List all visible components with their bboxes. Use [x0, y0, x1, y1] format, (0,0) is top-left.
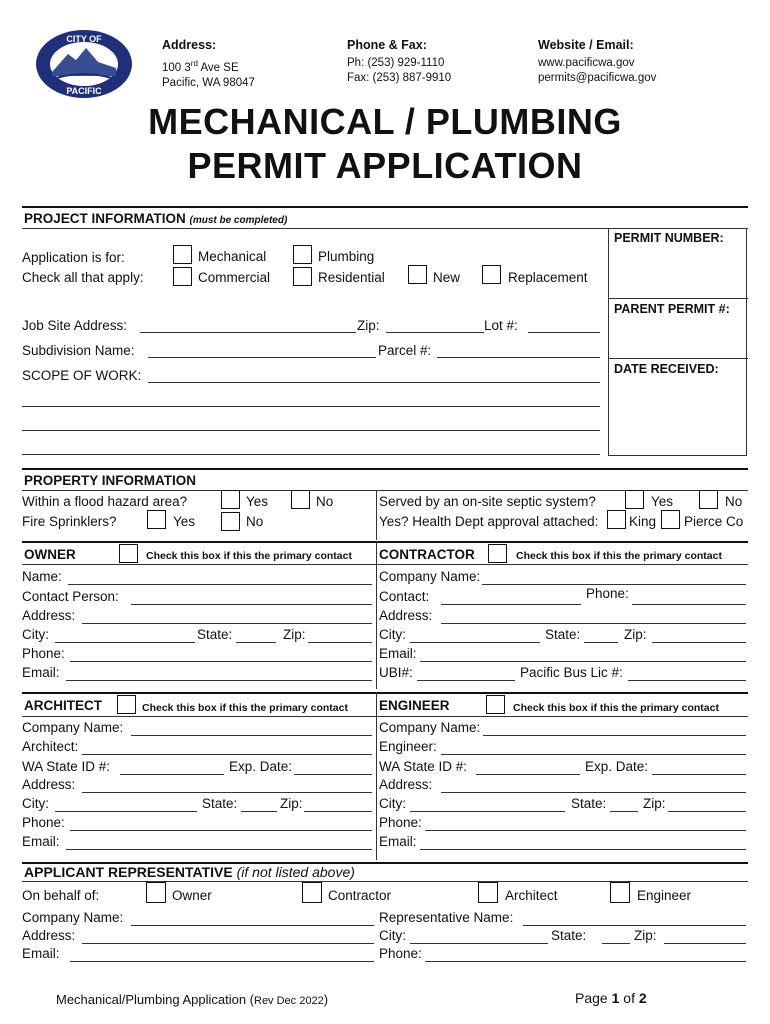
- engineer-name-label: Engineer:: [379, 739, 437, 754]
- flood-no-checkbox[interactable]: [291, 490, 310, 509]
- engineer-heading: ENGINEER: [379, 698, 450, 713]
- contractor-state-label: State:: [545, 627, 581, 642]
- owner-primary-checkbox[interactable]: [119, 544, 138, 563]
- scope-field[interactable]: [148, 382, 600, 383]
- office-use-box: [608, 228, 747, 456]
- contractor-zip-label: Zip:: [624, 627, 647, 642]
- plumbing-label: Plumbing: [318, 249, 375, 264]
- architect-name-label: Architect:: [22, 739, 79, 754]
- replacement-label: Replacement: [508, 270, 588, 285]
- applicant-state-field[interactable]: [602, 943, 630, 944]
- sprinklers-no-checkbox[interactable]: [221, 512, 240, 531]
- architect-stateid-field[interactable]: [120, 774, 224, 775]
- owner-contact-field[interactable]: [131, 604, 372, 605]
- web-block: [538, 38, 656, 86]
- architect-zip-field[interactable]: [304, 811, 372, 812]
- contractor-primary-note: Check this box if this the primary contact: [516, 550, 722, 562]
- architect-address-label: Address:: [22, 777, 76, 792]
- engineer-city-label: City:: [379, 796, 406, 811]
- applicant-address-label: Address:: [22, 928, 76, 943]
- owner-address-field[interactable]: [82, 623, 372, 624]
- owner-state-field[interactable]: [236, 642, 276, 643]
- applicant-state-label: State:: [551, 928, 587, 943]
- property-heading: PROPERTY INFORMATION: [24, 473, 197, 488]
- owner-address-label: Address:: [22, 608, 76, 623]
- contractor-phone-field[interactable]: [632, 604, 746, 605]
- subdivision-field[interactable]: [148, 357, 376, 358]
- king-label: King: [629, 514, 657, 529]
- architect-city-label: City:: [22, 796, 49, 811]
- behalf-label: On behalf of:: [22, 888, 100, 903]
- address-label: Address:: [162, 38, 217, 52]
- applicant-zip-label: Zip:: [634, 928, 657, 943]
- contractor-city-field[interactable]: [410, 642, 540, 643]
- address-block: [162, 38, 255, 91]
- rep-name-field[interactable]: [523, 925, 746, 926]
- applicant-email-label: Email:: [22, 946, 60, 961]
- behalf-owner-checkbox[interactable]: [146, 882, 166, 903]
- architect-city-field[interactable]: [55, 811, 197, 812]
- behalf-contractor-checkbox[interactable]: [302, 882, 322, 903]
- contractor-company-label: Company Name:: [379, 569, 481, 584]
- divider: [22, 541, 748, 543]
- septic-yes-checkbox[interactable]: [625, 490, 644, 509]
- contractor-email-label: Email:: [379, 646, 417, 661]
- septic-no-label: No: [725, 494, 743, 509]
- logo-text-top: CITY OF: [66, 34, 102, 44]
- divider: [22, 468, 748, 470]
- project-heading: PROJECT INFORMATION (must be completed): [24, 211, 288, 226]
- replacement-checkbox[interactable]: [482, 265, 501, 284]
- flood-yes-checkbox[interactable]: [221, 490, 240, 509]
- engineer-zip-field[interactable]: [668, 811, 746, 812]
- residential-checkbox[interactable]: [293, 267, 312, 286]
- scope-field[interactable]: [22, 454, 600, 455]
- fax-number: Fax: (253) 887-9910: [347, 72, 452, 84]
- rep-name-label: Representative Name:: [379, 910, 514, 925]
- architect-zip-label: Zip:: [280, 796, 303, 811]
- owner-state-label: State:: [197, 627, 233, 642]
- engineer-stateid-label: WA State ID #:: [379, 759, 468, 774]
- page-title: [0, 100, 770, 188]
- phone-label: Phone & Fax:: [347, 38, 427, 52]
- flood-no-label: No: [316, 494, 334, 509]
- divider: [22, 716, 376, 717]
- residential-label: Residential: [318, 270, 385, 285]
- applicant-company-label: Company Name:: [22, 910, 124, 925]
- divider: [376, 564, 748, 565]
- commercial-label: Commercial: [198, 270, 271, 285]
- architect-name-field[interactable]: [82, 754, 372, 755]
- commercial-checkbox[interactable]: [173, 267, 192, 286]
- owner-contact-label: Contact Person:: [22, 589, 119, 604]
- behalf-engineer-checkbox[interactable]: [610, 882, 630, 903]
- pierce-label: Pierce Co: [684, 514, 744, 529]
- architect-stateid-label: WA State ID #:: [22, 759, 111, 774]
- behalf-owner-label: Owner: [172, 888, 212, 903]
- owner-city-field[interactable]: [55, 642, 195, 643]
- architect-heading: ARCHITECT: [24, 698, 102, 713]
- engineer-company-field[interactable]: [483, 735, 746, 736]
- scope-field[interactable]: [22, 430, 600, 431]
- king-checkbox[interactable]: [607, 510, 626, 529]
- septic-yes-label: Yes: [651, 494, 674, 509]
- engineer-phone-field[interactable]: [425, 830, 746, 831]
- flood-label: Within a flood hazard area?: [22, 494, 188, 509]
- zip-label: Zip:: [357, 318, 380, 333]
- parcel-field[interactable]: [437, 357, 600, 358]
- phone-number: Ph: (253) 929-1110: [347, 57, 445, 69]
- health-label: Yes? Health Dept approval attached:: [379, 514, 599, 529]
- divider: [608, 298, 748, 299]
- architect-primary-checkbox[interactable]: [117, 695, 136, 714]
- engineer-address-field[interactable]: [441, 792, 746, 793]
- engineer-primary-checkbox[interactable]: [486, 695, 505, 714]
- contractor-buslic-field[interactable]: [628, 680, 746, 681]
- engineer-city-field[interactable]: [410, 811, 565, 812]
- architect-email-field[interactable]: [66, 849, 372, 850]
- contractor-state-field[interactable]: [584, 642, 618, 643]
- contractor-buslic-label: Pacific Bus Lic #:: [520, 665, 623, 680]
- applicant-company-field[interactable]: [131, 925, 374, 926]
- applicant-zip-field[interactable]: [664, 943, 746, 944]
- divider: [22, 881, 748, 882]
- flood-yes-label: Yes: [246, 494, 269, 509]
- sprinklers-yes-label: Yes: [173, 514, 196, 529]
- plumbing-checkbox[interactable]: [293, 245, 312, 264]
- email-link[interactable]: permits@pacificwa.gov: [538, 72, 657, 84]
- contractor-contact-field[interactable]: [441, 604, 581, 605]
- contractor-primary-checkbox[interactable]: [488, 544, 507, 563]
- behalf-engineer-label: Engineer: [637, 888, 692, 903]
- subdivision-label: Subdivision Name:: [22, 343, 135, 358]
- divider: [22, 564, 376, 565]
- contractor-ubi-field[interactable]: [417, 680, 515, 681]
- contractor-contact-label: Contact:: [379, 589, 430, 604]
- scope-label: SCOPE OF WORK:: [22, 368, 142, 383]
- scope-field[interactable]: [22, 406, 600, 407]
- owner-zip-label: Zip:: [283, 627, 306, 642]
- sprinklers-label: Fire Sprinklers?: [22, 514, 117, 529]
- owner-phone-label: Phone:: [22, 646, 65, 661]
- engineer-state-label: State:: [571, 796, 607, 811]
- job-site-label: Job Site Address:: [22, 318, 128, 333]
- check-all-label: Check all that apply:: [22, 270, 144, 285]
- owner-zip-field[interactable]: [308, 642, 372, 643]
- architect-email-label: Email:: [22, 834, 60, 849]
- app-for-label: Application is for:: [22, 250, 125, 265]
- divider: [608, 358, 748, 359]
- owner-primary-note: Check this box if this the primary contact: [146, 550, 352, 562]
- owner-name-label: Name:: [22, 569, 62, 584]
- engineer-email-field[interactable]: [420, 849, 746, 850]
- owner-city-label: City:: [22, 627, 49, 642]
- mechanical-label: Mechanical: [198, 249, 267, 264]
- divider: [376, 716, 748, 717]
- engineer-zip-label: Zip:: [643, 796, 666, 811]
- septic-label: Served by an on-site septic system?: [379, 494, 596, 509]
- web-label: Website / Email:: [538, 38, 634, 52]
- parcel-label: Parcel #:: [378, 343, 432, 358]
- contractor-phone-label: Phone:: [586, 586, 629, 601]
- contractor-email-field[interactable]: [420, 661, 746, 662]
- divider: [22, 206, 748, 208]
- website-link[interactable]: www.pacificwa.gov: [538, 57, 635, 69]
- new-label: New: [433, 270, 461, 285]
- address-line2: Pacific, WA 98047: [162, 76, 255, 89]
- contractor-address-field[interactable]: [441, 623, 746, 624]
- contractor-city-label: City:: [379, 627, 406, 642]
- title-line2: PERMIT APPLICATION: [187, 145, 583, 186]
- engineer-company-label: Company Name:: [379, 720, 481, 735]
- applicant-phone-label: Phone:: [379, 946, 422, 961]
- owner-name-field[interactable]: [68, 584, 372, 585]
- architect-company-field[interactable]: [131, 735, 372, 736]
- engineer-exp-label: Exp. Date:: [585, 759, 649, 774]
- contractor-company-field[interactable]: [482, 584, 746, 585]
- applicant-city-label: City:: [379, 928, 406, 943]
- divider: [376, 490, 377, 540]
- engineer-name-field[interactable]: [441, 754, 746, 755]
- zip-field[interactable]: [386, 332, 484, 333]
- footer-page-number: Page 1 of 2: [575, 990, 647, 1006]
- architect-state-field[interactable]: [241, 811, 277, 812]
- architect-state-label: State:: [202, 796, 238, 811]
- engineer-email-label: Email:: [379, 834, 417, 849]
- lot-label: Lot #:: [484, 318, 518, 333]
- engineer-exp-field[interactable]: [652, 774, 746, 775]
- mechanical-checkbox[interactable]: [173, 245, 192, 264]
- septic-no-checkbox[interactable]: [699, 490, 718, 509]
- sprinklers-yes-checkbox[interactable]: [147, 510, 166, 529]
- contractor-ubi-label: UBI#:: [379, 665, 413, 680]
- job-site-field[interactable]: [140, 332, 356, 333]
- engineer-phone-label: Phone:: [379, 815, 422, 830]
- divider: [376, 692, 377, 860]
- engineer-address-label: Address:: [379, 777, 433, 792]
- behalf-architect-checkbox[interactable]: [478, 882, 498, 903]
- owner-email-field[interactable]: [66, 680, 372, 681]
- engineer-stateid-field[interactable]: [476, 774, 580, 775]
- applicant-heading: APPLICANT REPRESENTATIVE (if not listed above): [24, 864, 355, 880]
- owner-email-label: Email:: [22, 665, 60, 680]
- logo-text-bottom: PACIFIC: [66, 86, 102, 96]
- new-checkbox[interactable]: [408, 265, 427, 284]
- architect-exp-label: Exp. Date:: [229, 759, 293, 774]
- city-logo: [34, 28, 134, 100]
- engineer-primary-note: Check this box if this the primary contact: [513, 702, 719, 714]
- architect-company-label: Company Name:: [22, 720, 124, 735]
- date-received-label: DATE RECEIVED:: [614, 362, 719, 376]
- footer-doc-name: Mechanical/Plumbing Application (Rev Dec 2022): [56, 992, 329, 1007]
- architect-primary-note: Check this box if this the primary contact: [142, 702, 348, 714]
- phone-block: [347, 38, 451, 86]
- parent-permit-label: PARENT PERMIT #:: [614, 302, 730, 316]
- applicant-city-field[interactable]: [410, 943, 548, 944]
- applicant-email-field[interactable]: [70, 961, 374, 962]
- contractor-zip-field[interactable]: [652, 642, 746, 643]
- owner-phone-field[interactable]: [70, 661, 372, 662]
- architect-phone-field[interactable]: [70, 830, 372, 831]
- applicant-address-field[interactable]: [82, 943, 374, 944]
- divider: [22, 692, 748, 694]
- address-line1: 100 3rd Ave SE: [162, 59, 239, 74]
- applicant-phone-field[interactable]: [425, 961, 746, 962]
- owner-heading: OWNER: [24, 547, 76, 562]
- title-line1: MECHANICAL / PLUMBING: [148, 101, 622, 142]
- permit-number-label: PERMIT NUMBER:: [614, 231, 724, 245]
- architect-exp-field[interactable]: [294, 774, 372, 775]
- contractor-address-label: Address:: [379, 608, 433, 623]
- behalf-contractor-label: Contractor: [328, 888, 392, 903]
- sprinklers-no-label: No: [246, 514, 264, 529]
- architect-phone-label: Phone:: [22, 815, 65, 830]
- architect-address-field[interactable]: [82, 792, 372, 793]
- engineer-state-field[interactable]: [610, 811, 638, 812]
- pierce-checkbox[interactable]: [661, 510, 680, 529]
- contractor-heading: CONTRACTOR: [379, 547, 475, 562]
- lot-field[interactable]: [528, 332, 600, 333]
- behalf-architect-label: Architect: [505, 888, 558, 903]
